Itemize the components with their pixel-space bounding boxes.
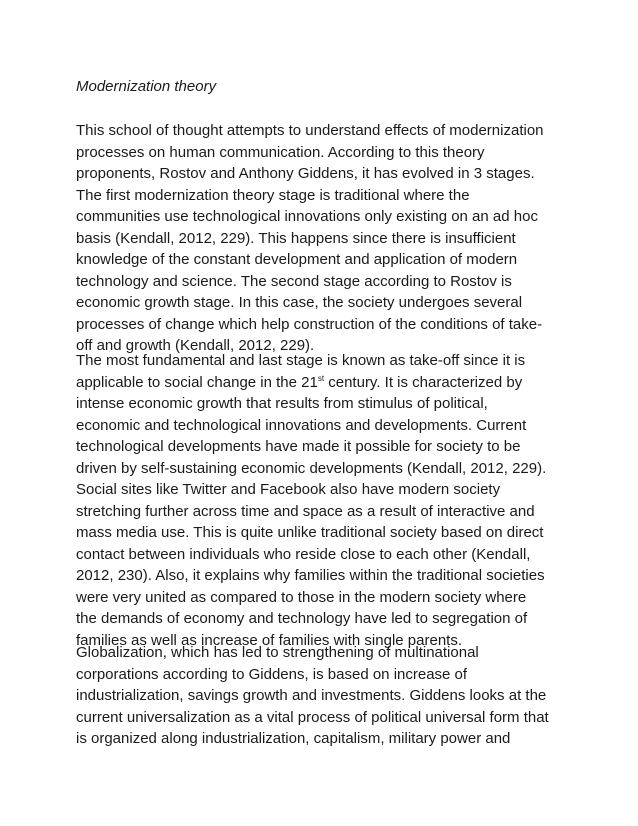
paragraph-line: Social sites like Twitter and Facebook also have modern society [76,481,501,498]
paragraph-line: economic and technological innovations and developments. Current [76,416,527,434]
paragraph-line: mass media use. This is quite unlike traditional society based on direct [76,524,544,541]
paragraph-line: This school of thought attempts to understand effects of modernization [76,122,544,139]
paragraph-line: contact between individuals who reside close to each other (Kendall, [76,545,531,563]
paragraph-line: stretching further across time and space as a result of interactive and [76,502,535,520]
paragraph-line: driven by self-sustaining economic developments (Kendall, 2012, 229). [76,459,547,477]
paragraph-line: off and growth (Kendall, 2012, 229). [76,337,315,354]
paragraph-line: the demands of economy and technology have led to segregation of [76,610,528,627]
paragraph-line: The most fundamental and last stage is known as take-off since it is [76,352,526,369]
paragraph-line: 2012, 230). Also, it explains why families within the traditional societies [76,567,545,584]
paragraph-line: communities use technological innovations only existing on an ad hoc [76,208,538,225]
paragraph-2 [76,350,566,651]
paragraph-3 [76,642,566,750]
line-text-after: century. It is characterized by [324,373,523,391]
paragraph-line: economic growth stage. In this case, the society undergoes several [76,294,523,311]
paragraph-1 [76,120,566,357]
paragraph-line: Globalization, which has led to strengthening of multinational [76,644,479,661]
paragraph-line: The first modernization theory stage is traditional where the [76,186,470,204]
paragraph-line: knowledge of the constant development and application of modern [76,251,518,268]
paragraph-line: corporations according to Giddens, is based on increase of [76,665,468,683]
paragraph-line: technology and science. The second stage according to Rostov is [76,272,512,290]
paragraph-line: current universalization as a vital process of political universal form that [76,708,549,726]
paragraph-line: industrialization, savings growth and investments. Giddens looks at the [76,687,547,704]
paragraph-line: processes on human communication. According to this theory [76,143,485,161]
paragraph-line: basis (Kendall, 2012, 229). This happens since there is insufficient [76,229,516,247]
paragraph-line: were very united as compared to those in the modern society where [76,588,527,606]
paragraph-line-with-superscript [76,372,566,394]
paragraph-line: technological developments have made it possible for society to be [76,438,521,455]
paragraph-line: is organized along industrialization, capitalism, military power and [76,730,511,747]
paragraph-line: proponents, Rostov and Anthony Giddens, it has evolved in 3 stages. [76,165,535,182]
section-heading: Modernization theory [76,78,217,95]
paragraph-line: intense economic growth that results from stimulus of political, [76,395,488,412]
line-text-before: applicable to social change in the 21 [76,373,318,391]
paragraph-line: processes of change which help construction of the conditions of take- [76,315,543,333]
ordinal-superscript: st [317,373,325,383]
paragraph-line: families as well as increase of families with single parents. [76,631,462,649]
